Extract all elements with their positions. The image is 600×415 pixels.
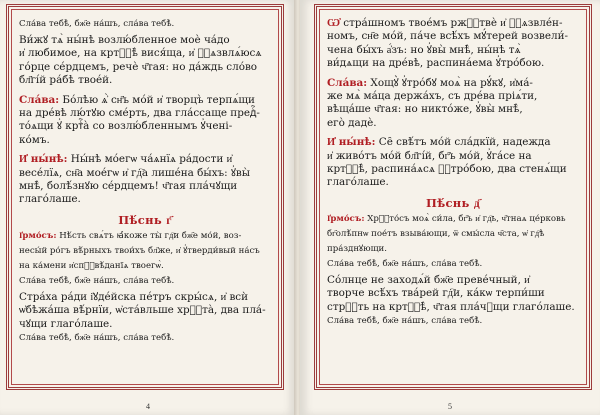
verse-line: номъ, сн҃е мо́й, па́че всѣ́хъ мꙋ́терей возвели́- <box>327 30 569 43</box>
verse-line: ко́мъ. <box>19 133 50 146</box>
slava-label: Сла́ва: <box>327 76 368 89</box>
verse-line: на дре́вѣ лю́тꙋю сме́рть, два гла́ссаще предⷭ҇- <box>19 107 260 120</box>
troparion-line: стрⷭ҇ть на кртⷭ҇ѣ̀, ч҃тая пла́чꙋщи глаго́лаше. <box>327 300 575 313</box>
ode-heading: Пѣ́снь г҃ <box>118 212 172 227</box>
irmos-line: на ка́мени и҆спⷪ҇вѣ́данїѧ твоегѡ̀. <box>19 260 164 271</box>
irmos-line: пра́зднꙋющи. <box>327 243 388 254</box>
ode-heading: Пѣ́снь д҃ <box>425 195 481 210</box>
right-page <box>300 0 600 415</box>
verse-line: мнѣ̀, болѣ́знꙋю се́рдцемъ! ч҃тая пла́чꙋщи <box>19 180 238 193</box>
verse-line: весе́лїѧ, сн҃а мое́гѡ и҆ гд҇а лише́на бы́хъ: ꙋ҆вы̀ <box>19 166 250 179</box>
right-page-text <box>327 17 579 381</box>
irmos-line: І҆рмо́съ: Хрⷭ҇то́съ моѧ̀ си́ла, бг҃ъ и҆ гд҇ь, ч҃тнаѧ це́рковь <box>327 213 566 224</box>
left-page-frame <box>6 4 284 390</box>
slava-verse: Сла́ва: Бо́лѣю ѧ҆̀ сн҃ъ мо́й и҆ творцъ̀ терпѧ́щи <box>19 93 255 106</box>
irmos-label: І҆рмо́съ: <box>19 230 57 241</box>
right-page-frame <box>314 4 592 390</box>
verse-line: Ви́жꙋ тѧ̀ ны́нѣ возлю́бленное моѐ ча́до <box>19 34 230 46</box>
page-number: 4 <box>146 402 150 411</box>
verse-line: кртⷭ҇ѣ̀, распина́ѧсѧ ꙋ҆тро́бою, два стенѧ́щи <box>327 163 567 176</box>
irmos-line: І҆рмо́съ: Нѣ́сть свѧ́тъ ꙗ҆́коже ты̀ гд҇и бж҃е мо́й, воз- <box>19 230 242 241</box>
left-page <box>0 0 296 415</box>
troparion-line: чꙋщи глаго́лаше. <box>19 317 113 330</box>
nyne-verse: И҆ ны́нѣ: Се̑ свѣ́тъ мо́й сла́дкїй, надежда <box>327 136 551 149</box>
verse-line: и҆ живо́тъ мо́й бл҃гі́й, бг҃ъ мо́й, ꙋ҆га́се на <box>327 149 532 162</box>
slava-label: Сла́ва: <box>19 93 60 106</box>
refrain-line: Сла́ва тебѣ̀, бж҃е на́шъ, сла́ва тебѣ̀. <box>19 19 175 29</box>
verse-line: чена бы́хъ а҆́зъ: но ꙋ҆вы̀ мнѣ̀, ны́нѣ тѧ̀ <box>327 43 521 56</box>
irmos-line: несы́й ро́гъ вѣ́рныхъ твои́хъ бл҃же, и҆ ꙋ҆тверди́вый на́съ <box>19 245 260 256</box>
verse-line: бл҃гі́й ра́бѣ твое́й. <box>19 74 113 87</box>
nyne-label: И҆ ны́нѣ: <box>19 153 68 166</box>
troparion-line: Стра́ха ра́ди і҆ꙋде́йска пе́тръ скры́сѧ, и҆ всѝ <box>19 290 249 303</box>
nyne-label: И҆ ны́нѣ: <box>327 136 376 149</box>
verse-line: вѣща́ше ч҃тая: но никто́же, ꙋ҆вы̀ мнѣ̀, <box>327 103 523 116</box>
verse-line: и҆ любимое, на кртⷭ҇ѣ̀ вися́ща, и҆ ꙋ҆ѧзвлѧ́юсѧ <box>19 47 262 60</box>
irmos-label: І҆рмо́съ: <box>327 213 365 224</box>
verse-line: глаго́лаше. <box>19 193 81 206</box>
verse-line: Ѡ҆ стра́шномъ твое́мъ ржⷭ҇твѐ и҆ ꙋ҆ѧзвле́н- <box>327 17 563 29</box>
verse-line: ви́дѧщи на дре́вѣ, распина́ема ꙋ҆тро́бою. <box>327 57 545 70</box>
verse-line: го́рце се́рдцемъ, речѐ ч҃тая: но да́ждь сло́во <box>19 60 258 73</box>
left-page-text <box>19 17 271 381</box>
verse-line: его̀ дадѐ. <box>327 116 377 129</box>
slava-verse: Сла́ва: Хощꙋ̀ ꙋ҆тро́бꙋ моѧ̀ на рꙋ́кꙋ, и҆ма́- <box>327 76 533 89</box>
verse-line: глаго́лаше. <box>327 176 389 189</box>
refrain-line: Сла́ва тебѣ̀, бж҃е на́шъ, сла́ва тебѣ̀. <box>19 275 175 286</box>
troparion-line: ѡ҆бѣжа́ша вѣ́рнїи, ѡ҆ста́вльше хрⷭ҇та̀, два пла́- <box>19 304 266 317</box>
refrain-line: Сла́ва тебѣ̀, бж҃е на́шъ, сла́ва тебѣ̀. <box>327 258 483 269</box>
refrain-line: Сла́ва тебѣ̀, бж҃е на́шъ, сла́ва тебѣ̀. <box>19 333 175 344</box>
troparion-line: Со́лнце не заходѧ́й бж҃е преве́чный, и҆ <box>327 273 530 286</box>
troparion-line: творче всѣ́хъ тва́рей гд҇и, ка́кѡ терпи́ши <box>327 287 545 300</box>
verse-line: то́ѧщи ꙋ҆ кртⷭ҇а̀ со возлю́бленнымъ ꙋ҆чені- <box>19 120 233 133</box>
verse-line: же мѧ̀ ма́ца держа́хъ, съ дре́ва пріѧ́ти, <box>327 90 538 103</box>
nyne-verse: И҆ ны́нѣ: Ны́нѣ мо́егѡ ча́ѧнїѧ ра́дости и҆ <box>19 153 233 166</box>
refrain-line: Сла́ва тебѣ̀, бж҃е на́шъ, сла́ва тебѣ̀. <box>327 316 483 327</box>
page-number: 5 <box>448 402 452 411</box>
irmos-line: бг҃олѣ́пнѡ пое́тъ взыва́ющи, ѿ смы́сла ч҃ста, ѡ҆ гд҇ѣ <box>327 228 545 239</box>
